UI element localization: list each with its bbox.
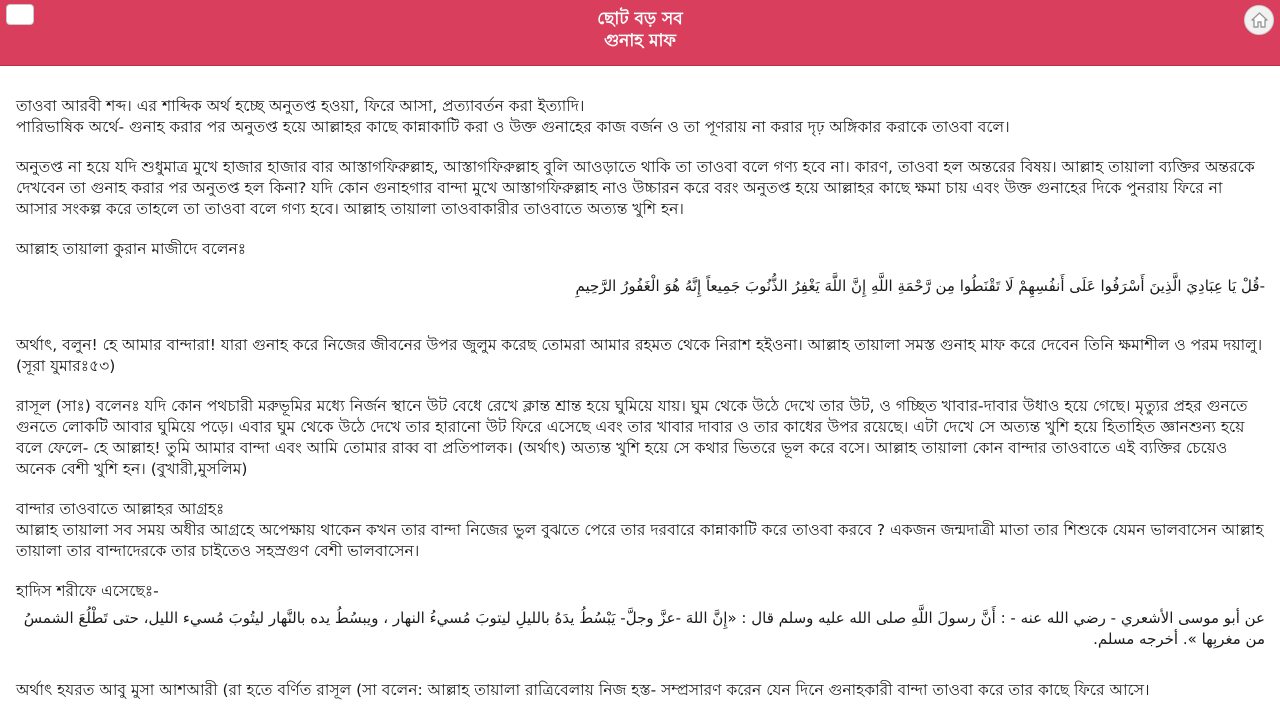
article-body bbox=[16, 96, 1265, 720]
arabic-verse: -قُلْ يَا عِبَادِيَ الَّذِينَ أَسْرَفُوا عَلَى أَنفُسِهِمْ لَا تَقْنَطُوا مِن رَّحْمَةِ اللَّهِ إِنَّ اللَّهَ يَغْفِرُ الذُّنُوبَ جَمِيعاً إِنَّهُ هُوَ الْغَفُورُ الرَّحِيمِ bbox=[575, 277, 1265, 295]
paragraph-repentance: অনুতপ্ত না হয়ে যদি শুধুমাত্র মুখে হাজার হাজার বার আস্তাগফিরুল্লাহ, আস্তাগফিরুল্লাহ বুলি আওড়াতে থাকি তা তাওবা বলে গণ্য হবে না। কারণ, তাওবা হল অন্তরের বিষয়। আল্লাহ তায়ালা ব্যক্তির অন্তরকে দেখবেন তা গুনাহ করার পর অনুতপ্ত হল কিনা? যদি কোন গুনাহগার বান্দা মুখে আস্তাগফিরুল্লাহ নাও উচ্চারন করে বরং অনুতপ্ত হয়ে আল্লাহর কাছে ক্ষমা চায় এবং উক্ত গুনাহের দিকে পুনরায় ফিরে না আসার সংকল্প করে তাহলে তা তাওবা বলে গণ্য হবে। আল্লাহ তায়ালা তাওবাকারীর তাওবাতে অত্যন্ত খুশি হন। bbox=[16, 158, 1255, 218]
paragraph-hadith-intro: হাদিস শরীফে এসেছেঃ- bbox=[16, 582, 159, 600]
paragraph-quran-intro: আল্লাহ তায়ালা কুরান মাজীদে বলেনঃ bbox=[16, 240, 247, 258]
paragraph-verse-meaning: অর্থাৎ, বলুন! হে আমার বান্দারা! যারা গুনাহ করে নিজের জীবনের উপর জুলুম করেছ তোমরা আমার রহমত থেকে নিরাশ হইওনা। আল্লাহ তায়ালা সমস্ত গুনাহ মাফ করে দেবেন তিনি ক্ষমাশীল ও পরম দয়ালু। (সূরা যুমারঃ৫৩) bbox=[16, 336, 1263, 375]
definition-technical: পারিভাষিক অর্থে- গুনাহ করার পর অনুতপ্ত হয়ে আল্লাহর কাছে কান্নাকাটি করা ও উক্ত গুনাহের কাজ বর্জন ও তা পূণরায় না করার দৃঢ় অঙ্গিকার করাকে তাওবা বলে। bbox=[16, 118, 1010, 136]
hadith-arabic: عن أبو موسى الأشعري - رضي الله عنه - : أَنَّ رسولَ اللَّهِ صلى الله عليه وسلم قال : «إِنَّ اللهَ -عزَّ وجلَّ- يَبْسُطُ يدَهُ بالليلِ ليتوبَ مُسيءُ النهار ، ويبسُطُ يده بالنَّهار ليتُوبَ مُسيء الليل، حتى تَطْلُعَ الشمسُ من مغربِها ». أخرجه مسلم. bbox=[23, 609, 1265, 648]
paragraph-hadith-meaning: অর্থাৎ হযরত আবু মুসা আশআরী (রা হতে বর্ণিত রাসূল (সা বলেন: আল্লাহ তায়ালা রাত্রিবেলায় নিজ হস্ত- সম্প্রসারণ করেন যেন দিনে গুনাহকারী বান্দা তাওবা করে তার কাছে ফিরে আসে। bbox=[16, 681, 1150, 699]
home-button[interactable] bbox=[1244, 5, 1274, 35]
definition-literal: তাওবা আরবী শব্দ। এর শাব্দিক অর্থ হচ্ছে অনুতপ্ত হওয়া, ফিরে আসা, প্রত্যাবর্তন করা ইত্যাদি। bbox=[16, 97, 585, 115]
eagerness-body: আল্লাহ তায়ালা সব সময় অধীর আগ্রহে অপেক্ষায় থাকেন কখন তার বান্দা নিজের ভুল বুঝতে পেরে তার দরবারে কান্নাকাটি করে তাওবা করবে ? একজন জন্মদাত্রী মাতা তার শিশুকে যেমন ভালবাসেন আল্লাহ তায়ালা তার বান্দাদেরকে তার চাইতেও সহস্রগুণ বেশী ভালবাসেন। bbox=[16, 521, 1264, 560]
section-heading: বান্দার তাওবাতে আল্লাহর আগ্রহঃ bbox=[16, 500, 225, 518]
app-header bbox=[0, 0, 1280, 66]
title-line-1: ছোট বড় সব bbox=[597, 9, 683, 29]
paragraph-allah-eagerness bbox=[16, 499, 1265, 562]
title-line-2: গুনাহ মাফ bbox=[604, 31, 676, 51]
paragraph-hadith-traveler: রাসূল (সাঃ) বলেনঃ যদি কোন পথচারী মরুভূমির মধ্যে নির্জন স্থানে উট বেধে রেখে ক্লান্ত শ্রান্ত হয়ে ঘুমিয়ে যায়। ঘুম থেকে উঠে দেখে তার উট, ও গচ্ছিত খাবার-দাবার উধাও হয়ে গেছে। মৃত্যুর প্রহর গুনতে গুনতে লোকটি আবার ঘুমিয়ে পড়ে। এবার ঘুম থেকে উঠে দেখে তার হারানো উট ফিরে এসেছে এবং তার খাবার দাবার ও তার কাধের উপর রয়েছে। এটা দেখে সে অত্যন্ত খুশি হয়ে হিতাহিত জ্ঞানশুন্য হয়ে বলে ফেলে- হে আল্লাহ! তুমি আমার বান্দা এবং আমি তোমার রাব্ব বা প্রতিপালক। (অর্থাৎ) অত্যন্ত খুশি হয়ে সে কথার ভিতরে ভূল করে বসে। আল্লাহ তায়ালা কোন বান্দার তাওবাতে এই ব্যক্তির চেয়েও অনেক বেশী খুশি হন। (বুখারী,মুসলিম) bbox=[16, 397, 1248, 478]
home-icon bbox=[1251, 12, 1268, 28]
page-title bbox=[0, 8, 1280, 52]
paragraph-definition bbox=[16, 96, 1265, 138]
